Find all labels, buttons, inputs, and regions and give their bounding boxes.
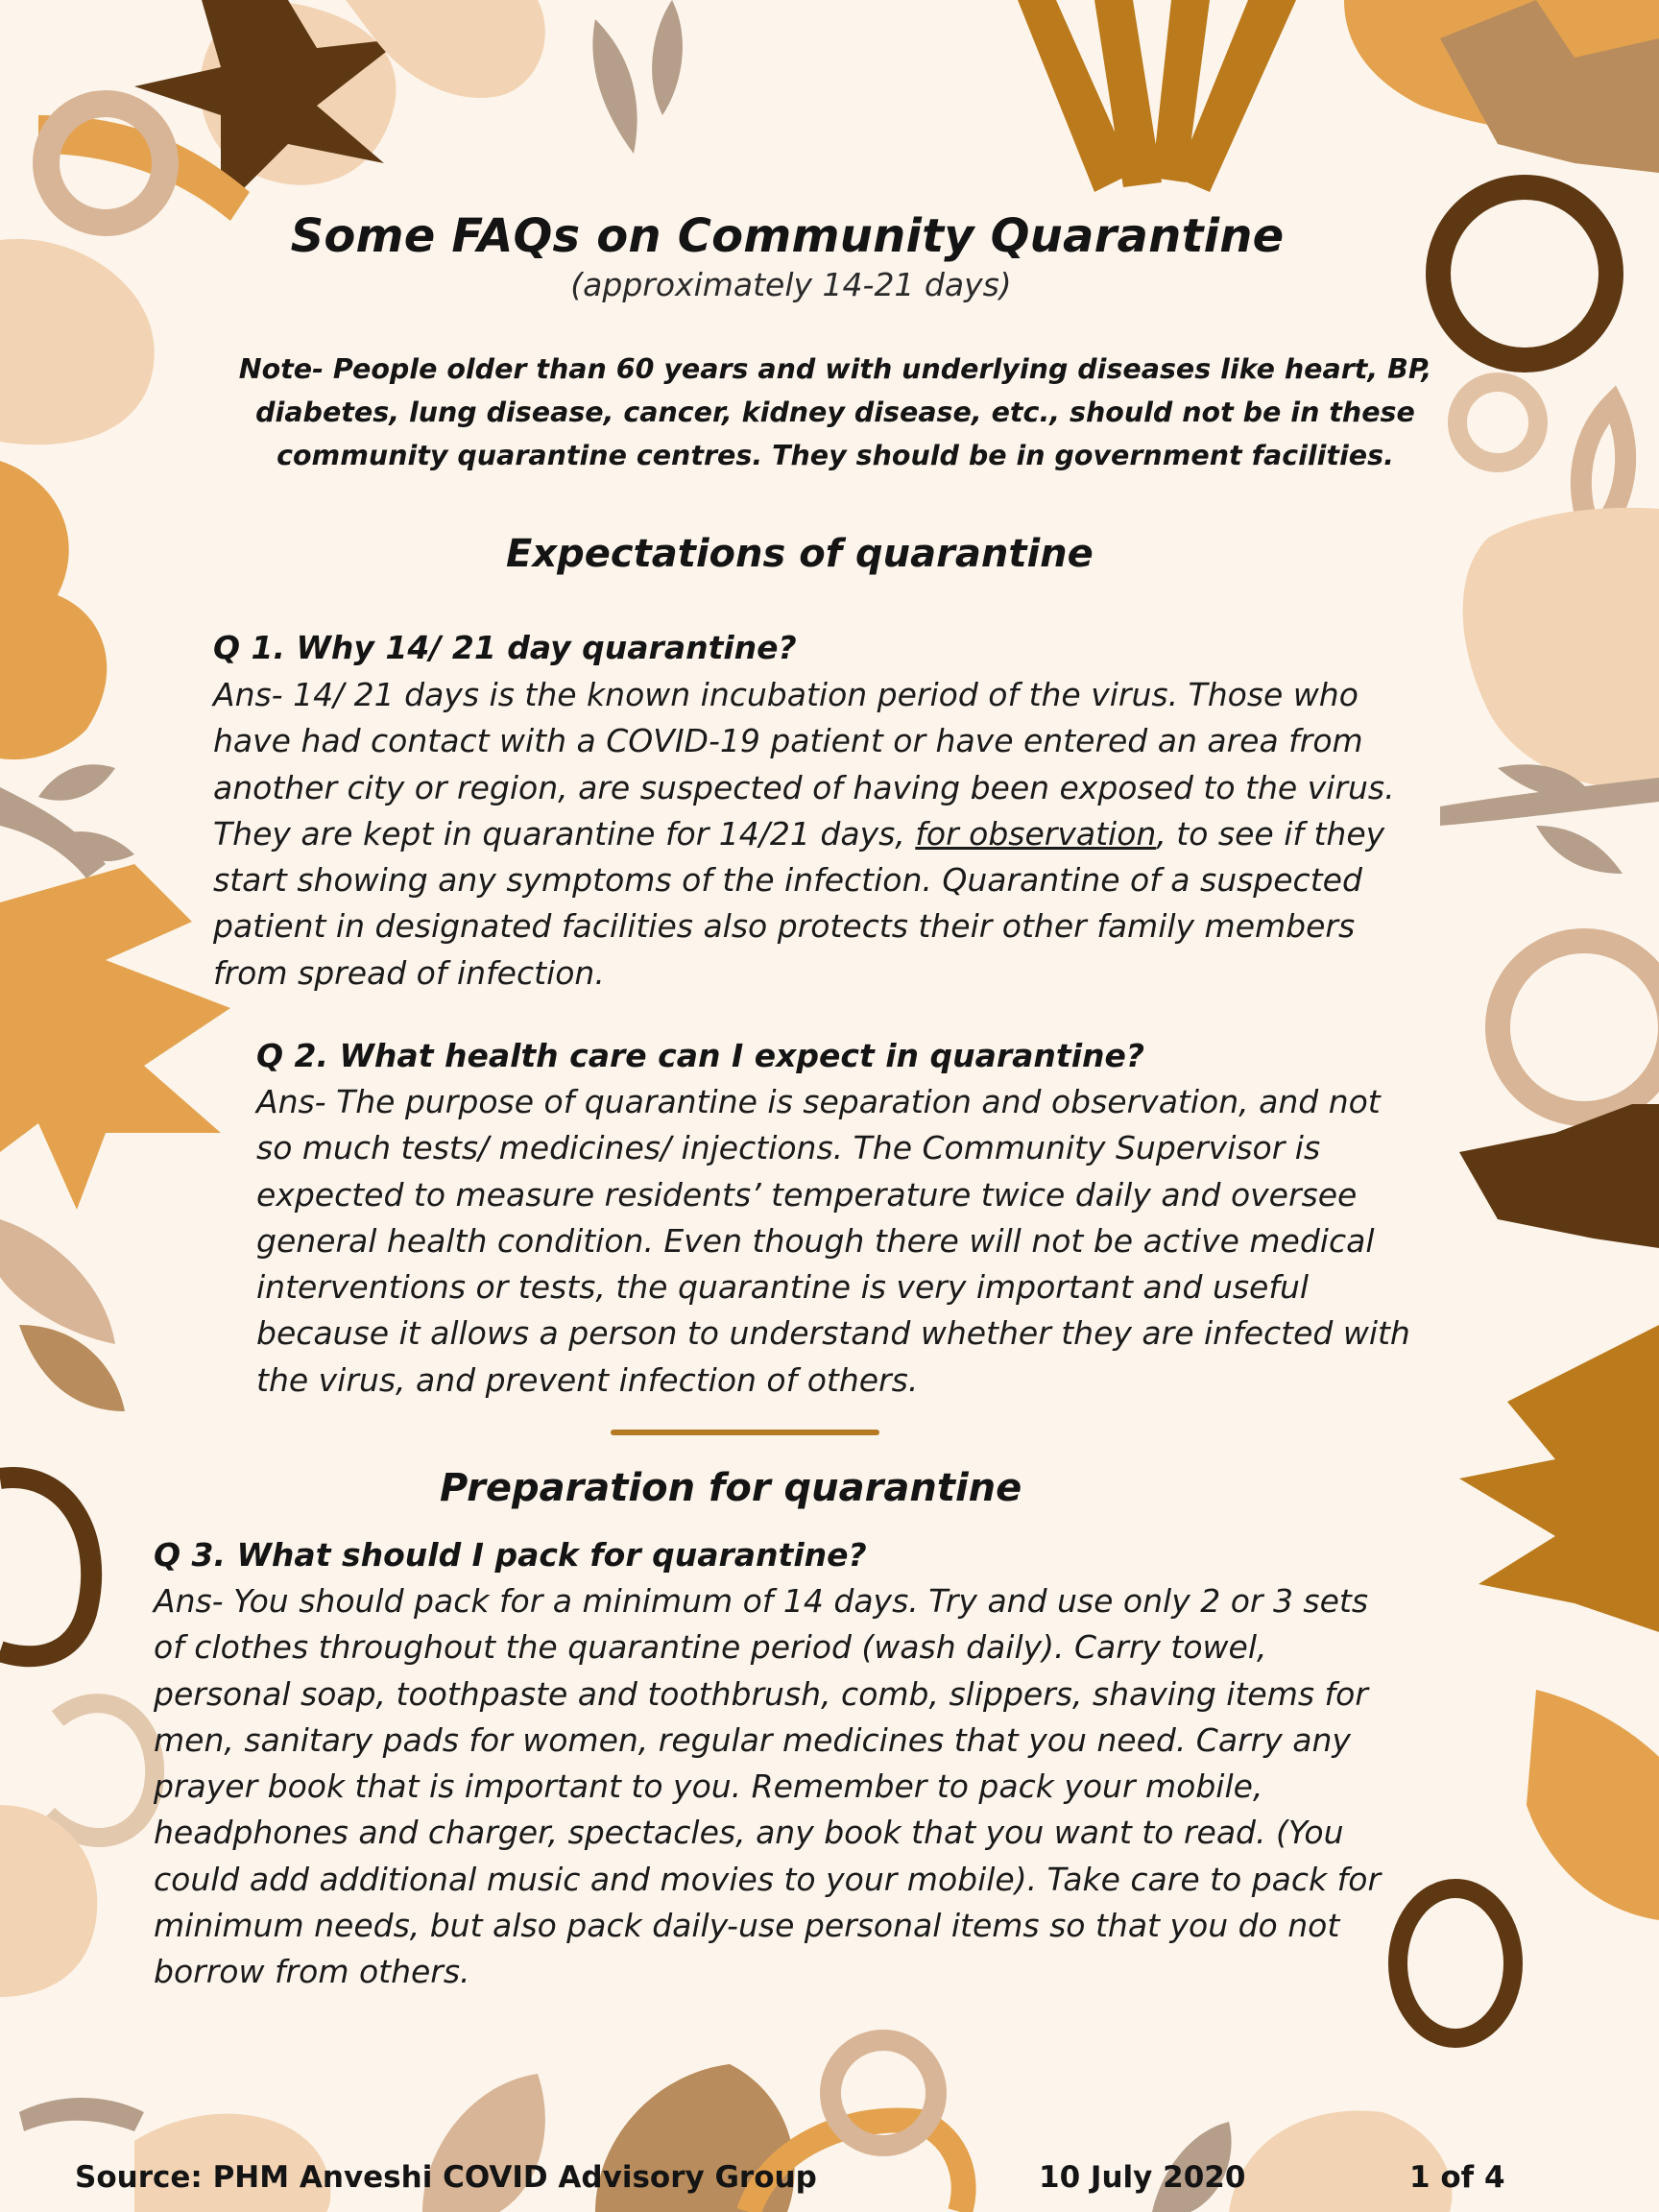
- note-paragraph: Note- People older than 60 years and with underlying diseases like heart, BP, diabetes, lung disease, cancer, kidney disease, etc., should not be in these community quarantine centres. They should be in government facilities.: [238, 353, 1432, 471]
- faq-answer-3: [154, 1578, 1498, 1996]
- ochre-rays-top-right: [1018, 0, 1296, 192]
- underlined-phrase: for observation: [915, 814, 1157, 853]
- tan-loop-left: [48, 1703, 155, 1838]
- taupe-leaf-top-2: [652, 0, 683, 115]
- footer-page-number: 1 of 4: [1409, 2160, 1505, 2195]
- answer-line: so much tests/ medicines/ injections. The Community Supervisor is: [256, 1129, 1321, 1167]
- answer-line: of clothes throughout the quarantine period (wash daily). Carry towel,: [154, 1628, 1267, 1667]
- answer-line: the virus, and prevent infection of others.: [256, 1360, 919, 1399]
- answer-line: Ans- You should pack for a minimum of 14 days. Try and use only 2 or 3 sets: [154, 1582, 1369, 1620]
- faq-question-1: Q 1. Why 14/ 21 day quarantine?: [213, 629, 797, 666]
- answer-line: headphones and charger, spectacles, any book that you want to read. (You: [154, 1814, 1344, 1852]
- taupe-leaf-top: [592, 19, 637, 154]
- section-heading-expectations: Expectations of quarantine: [506, 532, 1094, 576]
- answer-line: because it allows a person to understand whether they are infected with: [256, 1314, 1410, 1353]
- answer-line: patient in designated facilities also protects their other family members: [213, 907, 1356, 946]
- answer-line: expected to measure residents’ temperature twice daily and oversee: [256, 1175, 1358, 1214]
- answer-line: from spread of infection.: [213, 953, 605, 992]
- footer-date: 10 July 2020: [1039, 2160, 1246, 2195]
- taupe-branch-bottom-left: [19, 2098, 144, 2131]
- footer-source: Source: PHM Anveshi COVID Advisory Group: [75, 2160, 817, 2195]
- brown-ring-left: [0, 1478, 91, 1656]
- faq-answer-1: [213, 672, 1557, 997]
- answer-line: could add additional music and movies to your mobile). Take care to pack for: [154, 1860, 1382, 1898]
- faq-question-2: Q 2. What health care can I expect in quarantine?: [256, 1037, 1145, 1074]
- faq-question-3: Q 3. What should I pack for quarantine?: [154, 1536, 867, 1574]
- answer-line: men, sanitary pads for women, regular medicines that you need. Carry any: [154, 1720, 1351, 1759]
- section-divider: [611, 1430, 879, 1435]
- page-subtitle: (approximately 14-21 days): [570, 266, 1012, 303]
- orange-leaf-right: [1527, 1690, 1659, 1920]
- tan-leaf-left: [0, 1219, 115, 1344]
- section-heading-preparation: Preparation for quarantine: [440, 1466, 1022, 1510]
- answer-line: They are kept in quarantine for 14/21 days, for observation, to see if they: [213, 814, 1385, 853]
- page-title: Some FAQs on Community Quarantine: [290, 209, 1285, 263]
- answer-line: start showing any symptoms of the infection. Quarantine of a suspected: [213, 861, 1362, 900]
- answer-line: general health condition. Even though there will not be active medical: [256, 1221, 1375, 1260]
- answer-line: borrow from others.: [154, 1953, 470, 1991]
- taupe-branch-left: [0, 764, 134, 878]
- faq-answer-2: [256, 1079, 1572, 1404]
- orange-coral-left: [0, 461, 107, 759]
- orange-hand-left: [0, 864, 230, 1210]
- answer-line: have had contact with a COVID-19 patient or have entered an area from: [213, 722, 1363, 760]
- answer-line: Ans- The purpose of quarantine is separation and observation, and not: [256, 1083, 1381, 1120]
- answer-line: another city or region, are suspected of having been exposed to the virus.: [213, 768, 1395, 806]
- answer-line: Ans- 14/ 21 days is the known incubation period of the virus. Those who: [213, 676, 1358, 713]
- answer-line: minimum needs, but also pack daily-use personal items so that you do not: [154, 1907, 1340, 1945]
- answer-line: prayer book that is important to you. Remember to pack your mobile,: [154, 1767, 1263, 1806]
- answer-line: personal soap, toothpaste and toothbrush, comb, slippers, shaving items for: [154, 1674, 1368, 1713]
- answer-line: interventions or tests, the quarantine is very important and useful: [256, 1268, 1310, 1307]
